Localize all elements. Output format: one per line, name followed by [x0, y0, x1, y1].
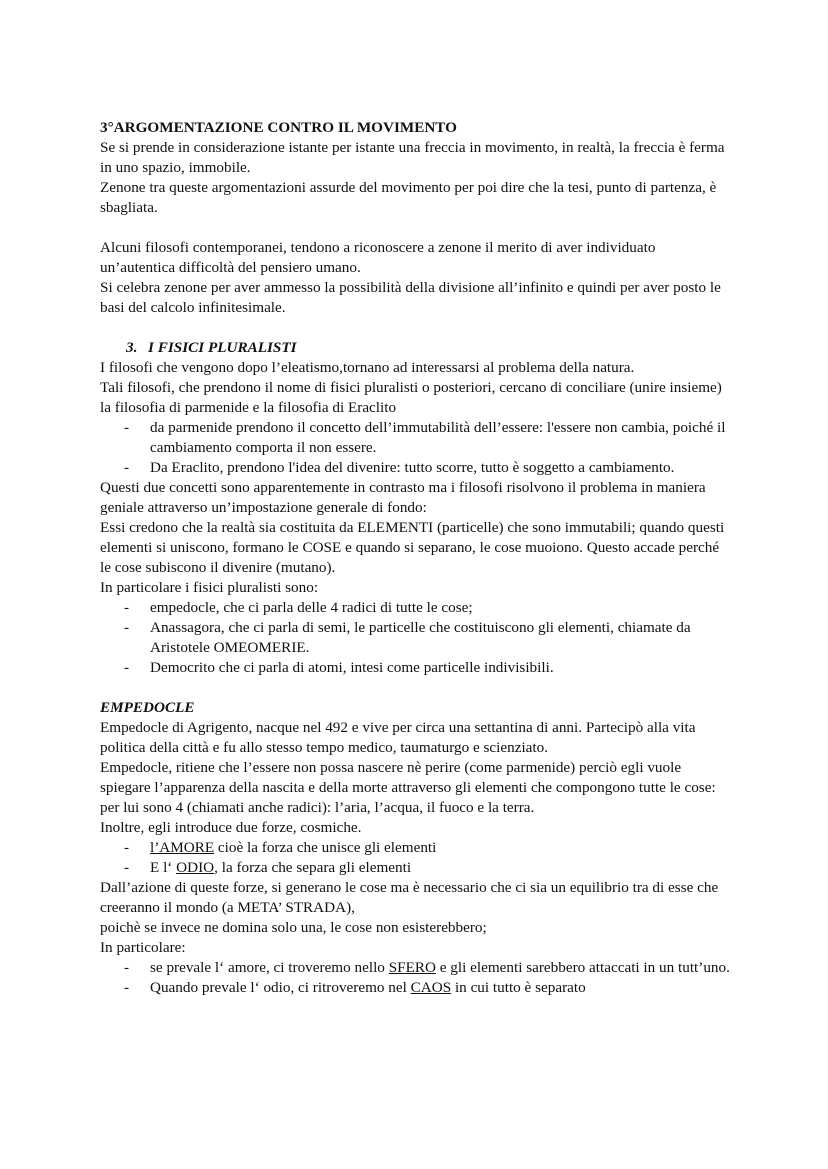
- dash-bullet: -: [124, 419, 130, 436]
- dash-bullet: -: [124, 959, 130, 976]
- empedocle-heading: EMPEDOCLE: [100, 699, 195, 716]
- pluralists-heading-number: 3.: [126, 339, 138, 356]
- list-item: [100, 618, 732, 658]
- empedocle-paragraph-3: Inoltre, egli introduce due forze, cosmiche.: [100, 819, 362, 836]
- pluralists-paragraph-5: In particolare i fisici pluralisti sono:: [100, 579, 319, 596]
- force-hate-term: ODIO: [176, 859, 215, 876]
- empedocle-paragraph-1: Empedocle di Agrigento, nacque nel 492 e vive per circa una settantina di anni. Partecipò alla vita politica della città e fu allo stesso tempo medico, taumaturgo e scienziato.: [100, 719, 696, 756]
- empedocle-cases-list: [100, 958, 732, 998]
- list-item: [100, 598, 732, 618]
- pluralists-paragraph-3: Questi due concetti sono apparentemente in contrasto ma i filosofi risolvono il problema in maniera geniale attraverso un’impostazione generale di fondo:: [100, 479, 706, 516]
- dash-bullet: -: [124, 839, 130, 856]
- case-hate-text: in cui tutto è separato: [451, 979, 586, 996]
- case-love-text: e gli elementi sarebbero attaccati in un tutt’uno.: [435, 959, 730, 976]
- dash-bullet: -: [124, 599, 130, 616]
- empedocle-paragraph-2: Empedocle, ritiene che l’essere non possa nascere nè perire (come parmenide) perciò egli vuole spiegare l’apparenza della nascita e della morte attraverso gli elementi che compongono tutte le cose: per lui sono 4 (chiamati anche radici): l’aria, l’acqua, il fuoco e la terra.: [100, 759, 716, 816]
- pluralists-origins-list: [100, 418, 732, 478]
- force-hate-text: , la forza che separa gli elementi: [214, 859, 412, 876]
- empedocle-paragraph-6: In particolare:: [100, 939, 186, 956]
- pluralists-heading: [100, 338, 732, 358]
- dash-bullet: -: [124, 619, 130, 636]
- case-hate-prefix: Quando prevale l‘ odio, ci ritroveremo nel: [150, 979, 411, 996]
- movement-paragraph-4: Si celebra zenone per aver ammesso la possibilità della divisione all’infinito e quindi per aver posto le basi del calcolo infinitesimale.: [100, 279, 721, 316]
- document-body: [100, 118, 732, 998]
- list-item: [100, 858, 732, 878]
- pluralists-heading-title: I FISICI PLURALISTI: [148, 339, 297, 356]
- force-love-text: cioè la forza che unisce gli elementi: [214, 839, 437, 856]
- case-love-term: SFERO: [388, 959, 436, 976]
- movement-paragraph-1: Se si prende in considerazione istante per istante una freccia in movimento, in realtà, la freccia è ferma in uno spazio, immobile.: [100, 139, 725, 176]
- case-love-prefix: se prevale l‘ amore, ci troveremo nello: [150, 959, 389, 976]
- dash-bullet: -: [124, 979, 130, 996]
- dash-bullet: -: [124, 659, 130, 676]
- empedocle-forces-list: [100, 838, 732, 878]
- list-item: [100, 658, 732, 678]
- pluralists-paragraph-1: I filosofi che vengono dopo l’eleatismo,tornano ad interessarsi al problema della natura.: [100, 359, 635, 376]
- list-item-text: Democrito che ci parla di atomi, intesi come particelle indivisibili.: [150, 659, 554, 676]
- list-item: [100, 458, 732, 478]
- list-item: [100, 978, 732, 998]
- case-hate-term: CAOS: [410, 979, 452, 996]
- movement-paragraph-3: Alcuni filosofi contemporanei, tendono a riconoscere a zenone il merito di aver individuato un’autentica difficoltà del pensiero umano.: [100, 239, 656, 276]
- movement-heading: 3°ARGOMENTAZIONE CONTRO IL MOVIMENTO: [100, 119, 457, 136]
- list-item-text: da parmenide prendono il concetto dell’immutabilità dell’essere: l'essere non cambia, poiché il cambiamento comporta il non essere.: [150, 419, 726, 456]
- movement-paragraph-2: Zenone tra queste argomentazioni assurde del movimento per poi dire che la tesi, punto di partenza, è sbagliata.: [100, 179, 717, 216]
- list-item-text: empedocle, che ci parla delle 4 radici di tutte le cose;: [150, 599, 473, 616]
- dash-bullet: -: [124, 859, 130, 876]
- force-hate-prefix: E l‘: [150, 859, 177, 876]
- list-item-text: Da Eraclito, prendono l'idea del divenire: tutto scorre, tutto è soggetto a cambiamento.: [150, 459, 675, 476]
- pluralists-paragraph-4: Essi credono che la realtà sia costituita da ELEMENTI (particelle) che sono immutabili; quando questi elementi si uniscono, formano le COSE e quando si separano, le cose muoiono. Questo accade perché le cose subiscono il divenire (mutano).: [100, 519, 725, 576]
- pluralists-names-list: [100, 598, 732, 678]
- pluralists-paragraph-2: Tali filosofi, che prendono il nome di fisici pluralisti o posteriori, cercano di conciliare (unire insieme) la filosofia di parmenide e la filosofia di Eraclito: [100, 379, 722, 416]
- force-love-term: l’AMORE: [150, 839, 215, 856]
- list-item: [100, 958, 732, 978]
- empedocle-paragraph-5: poichè se invece ne domina solo una, le cose non esisterebbero;: [100, 919, 487, 936]
- list-item-text: Anassagora, che ci parla di semi, le particelle che costituiscono gli elementi, chiamate da Aristotele OMEOMERIE.: [150, 619, 691, 656]
- list-item: [100, 838, 732, 858]
- list-item: [100, 418, 732, 458]
- empedocle-paragraph-4: Dall’azione di queste forze, si generano le cose ma è necessario che ci sia un equilibrio tra di esse che creeranno il mondo (a META’ STRADA),: [100, 879, 719, 916]
- dash-bullet: -: [124, 459, 130, 476]
